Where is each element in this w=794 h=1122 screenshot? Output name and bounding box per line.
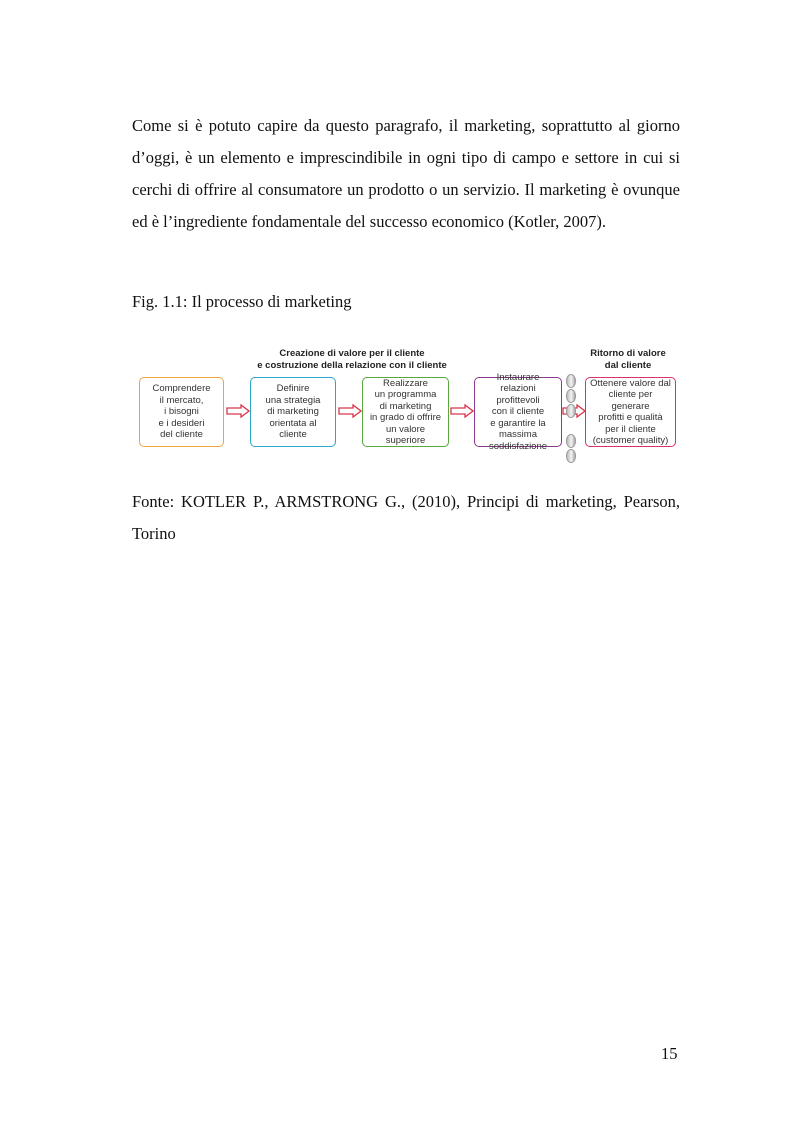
figure-caption: Fig. 1.1: Il processo di marketing bbox=[132, 292, 352, 311]
step-text: Definire una strategia di marketing orientata al cliente bbox=[265, 383, 321, 441]
chain-divider bbox=[565, 372, 575, 464]
arrow-right-icon bbox=[226, 404, 250, 418]
step-text: Realizzare un programma di marketing in grado di offrire un valore superiore bbox=[369, 377, 442, 446]
step-box-marketing-program bbox=[362, 377, 449, 447]
bead-icon bbox=[566, 404, 576, 418]
step-box-capture-value bbox=[585, 377, 676, 447]
page-number: 15 bbox=[661, 1044, 678, 1063]
bead-icon bbox=[566, 374, 576, 388]
arrow-right-icon bbox=[338, 404, 362, 418]
arrow-right-icon bbox=[450, 404, 474, 418]
bead-icon bbox=[566, 434, 576, 448]
header-value-return-line2: dal cliente bbox=[604, 360, 652, 371]
body-paragraph: Come si è potuto capire da questo paragrafo, il marketing, soprattutto al giorno d’oggi, è un elemento e imprescindibile in ogni tipo di campo e settore in cui si cerchi di offrire al consumatore un prodotto o un servizio. Il marketing è ovunque ed è l’ingrediente fondamentale del successo economico (Kotler, 2007). bbox=[132, 116, 680, 231]
step-text: Comprendere il mercato, i bisogni e i desideri del cliente bbox=[152, 383, 211, 441]
header-value-creation bbox=[248, 348, 456, 372]
bead-icon bbox=[566, 449, 576, 463]
step-box-understand-market bbox=[139, 377, 224, 447]
figure-source: Fonte: KOTLER P., ARMSTRONG G., (2010), Principi di marketing, Pearson, Torino bbox=[132, 492, 680, 543]
header-value-creation-line1: Creazione di valore per il cliente bbox=[279, 348, 425, 359]
marketing-process-diagram bbox=[132, 344, 680, 462]
header-value-creation-line2: e costruzione della relazione con il cliente bbox=[257, 360, 447, 371]
bead-icon bbox=[566, 389, 576, 403]
header-value-return-line1: Ritorno di valore bbox=[590, 348, 666, 359]
step-text: Instaurare relazioni profittevoli con il cliente e garantire la massima soddisfazione bbox=[488, 371, 548, 452]
step-box-define-strategy bbox=[250, 377, 336, 447]
header-value-return bbox=[580, 348, 676, 372]
step-box-build-relationships bbox=[474, 371, 562, 452]
step-text: Ottenere valore dal cliente per generare profitti e qualità per il cliente (customer quality) bbox=[590, 377, 671, 446]
